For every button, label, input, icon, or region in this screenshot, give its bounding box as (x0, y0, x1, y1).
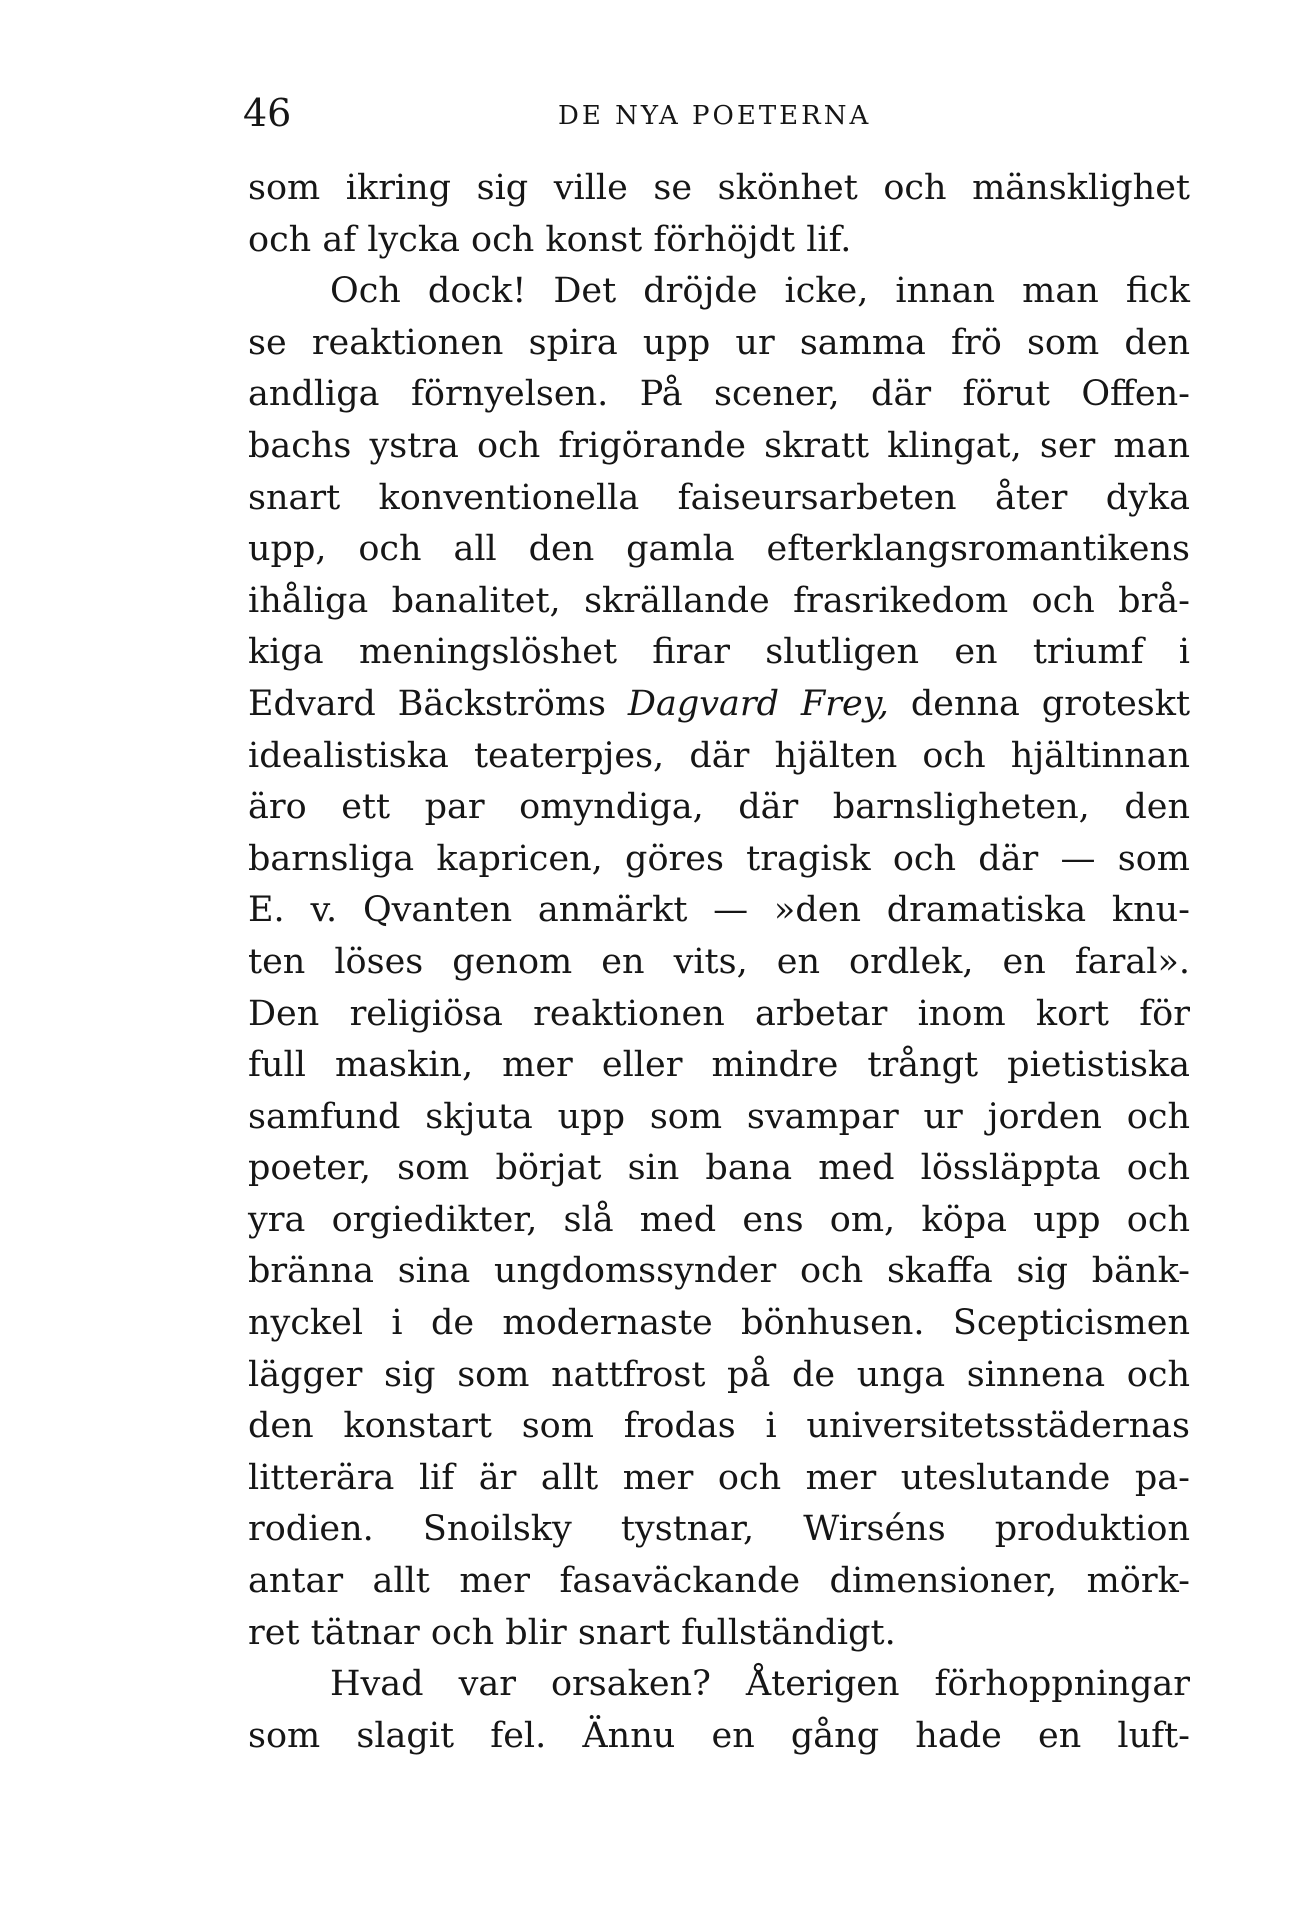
text-segment: Edvard Bäckströms (248, 683, 628, 724)
page-number: 46 (243, 91, 292, 135)
text-line: Och dock! Det dröjde icke, innan man fick (330, 271, 1190, 312)
text-line: ten löses genom en vits, en ordlek, en faral». (248, 941, 1190, 982)
text-line: litterära lif är allt mer och mer uteslutande pa- (248, 1457, 1190, 1498)
text-line: yra orgiedikter, slå med ens om, köpa upp och (248, 1199, 1190, 1240)
text-line: E. v. Qvanten anmärkt — »den dramatiska knu- (248, 890, 1190, 931)
text-line: som ikring sig ville se skönhet och mänsklighet (248, 168, 1190, 208)
text-line: som slagit fel. Ännu en gång hade en luft- (248, 1715, 1190, 1756)
text-line: kiga meningslöshet firar slutligen en triumf i (248, 632, 1190, 673)
body-text (248, 163, 1190, 1762)
text-line: bachs ystra och frigörande skratt klingat, ser man (248, 425, 1190, 466)
text-line: rodien. Snoilsky tystnar, Wirséns produktion (248, 1509, 1190, 1550)
text-line: barnsliga kapricen, göres tragisk och där — som (248, 838, 1190, 879)
text-line: samfund skjuta upp som svampar ur jorden och (248, 1096, 1190, 1137)
text-line: upp, och all den gamla efterklangsromantikens (248, 529, 1190, 570)
text-line: äro ett par omyndiga, där barnsligheten, den (248, 787, 1190, 828)
text-line: ret tätnar och blir snart fullständigt. (248, 1612, 896, 1653)
italic-title: Dagvard Frey, (627, 683, 889, 724)
text-line: och af lycka och konst förhöjdt lif. (248, 219, 852, 260)
text-line: antar allt mer fasaväckande dimensioner, mörk- (248, 1561, 1190, 1602)
text-line: Hvad var orsaken? Återigen förhoppningar (330, 1664, 1190, 1705)
text-line: full maskin, mer eller mindre trångt pietistiska (248, 1045, 1190, 1086)
text-line: poeter, som börjat sin bana med lössläppta och (248, 1148, 1190, 1189)
text-segment: denna groteskt (888, 683, 1191, 724)
text-line: ihåliga banalitet, skrällande frasrikedom och brå- (248, 580, 1190, 621)
text-line: Den religiösa reaktionen arbetar inom kort för (248, 993, 1190, 1034)
text-line: nyckel i de modernaste bönhusen. Scepticismen (248, 1303, 1190, 1344)
text-line: se reaktionen spira upp ur samma frö som den (248, 322, 1190, 363)
page-header (243, 88, 1183, 138)
text-line (248, 679, 1190, 731)
text-line: andliga förnyelsen. På scener, där förut Offen- (248, 374, 1190, 415)
text-line: bränna sina ungdomssynder och skaffa sig bänk- (248, 1251, 1190, 1292)
text-line: den konstart som frodas i universitetsstädernas (248, 1406, 1190, 1447)
text-line: idealistiska teaterpjes, där hjälten och hjältinnan (248, 735, 1190, 776)
text-line: snart konventionella faiseursarbeten åter dyka (248, 477, 1190, 518)
running-title: DE NYA POETERNA (558, 101, 872, 131)
text-line: lägger sig som nattfrost på de unga sinnena och (248, 1354, 1190, 1395)
